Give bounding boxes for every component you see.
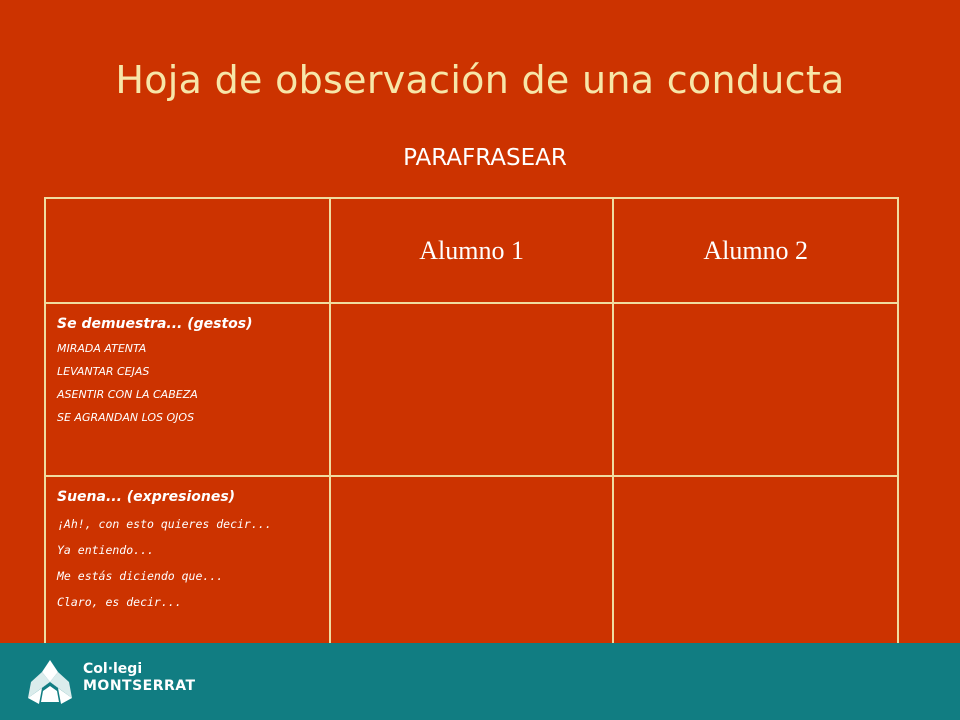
table-header-row (45, 198, 898, 303)
behavior-category: Suena... (expresiones) (57, 489, 236, 505)
header-empty-cell (45, 198, 330, 303)
college-logo-text (83, 661, 196, 695)
behavior-item: SE AGRANDAN LOS OJOS (57, 411, 195, 424)
behavior-item: MIRADA ATENTA (57, 342, 147, 355)
behavior-cell-gestos (45, 303, 330, 476)
header-alumno-2: Alumno 2 (613, 198, 898, 303)
observation-cell-alumno-1[interactable] (330, 476, 614, 654)
observation-cell-alumno-1[interactable] (330, 303, 614, 476)
observation-cell-alumno-2[interactable] (613, 476, 898, 654)
behavior-item: Claro, es decir... (57, 595, 182, 609)
behavior-item: Ya entiendo... (57, 543, 154, 557)
behavior-item: ¡Ah!, con esto quieres decir... (57, 517, 272, 531)
table-row-expresiones (45, 476, 898, 654)
observation-cell-alumno-2[interactable] (613, 303, 898, 476)
table-row-gestos (45, 303, 898, 476)
observation-table (44, 197, 899, 655)
behavior-category: Se demuestra... (gestos) (57, 316, 253, 332)
logo-line-1: Col·legi (83, 661, 143, 677)
slide-title: Hoja de observación de una conducta (115, 58, 845, 102)
college-logo-icon (25, 658, 75, 710)
behavior-item: LEVANTAR CEJAS (57, 365, 150, 378)
behavior-cell-expresiones (45, 476, 330, 654)
behavior-item: ASENTIR CON LA CABEZA (57, 388, 198, 401)
footer-bar (0, 643, 960, 720)
header-alumno-1: Alumno 1 (330, 198, 614, 303)
logo-line-2: MONTSERRAT (83, 678, 196, 694)
slide-subtitle: PARAFRASEAR (403, 145, 567, 171)
behavior-item: Me estás diciendo que... (57, 569, 224, 583)
